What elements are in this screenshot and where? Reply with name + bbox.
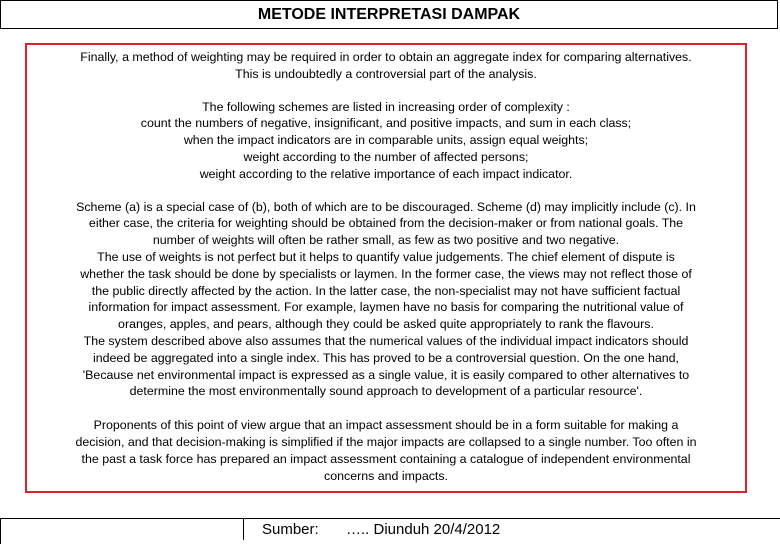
discussion-line: either case, the criteria for weighting should be obtained from the decision-maker or from national goals. The xyxy=(88,216,684,231)
schemes-line: when the impact indicators are in comparable units, assign equal weights; xyxy=(183,133,589,148)
discussion-line: 'Because net environmental impact is expressed as a single value, it is easily compared to other alternatives to xyxy=(82,367,690,382)
proponents-line: Proponents of this point of view argue that an impact assessment should be in a form suitable for making a xyxy=(93,418,679,433)
discussion-line: The system described above also assumes that the numerical values of the individual impact indicators should xyxy=(83,333,689,348)
source-label: Sumber: xyxy=(262,521,319,538)
discussion-line: information for impact assessment. For example, laymen have no basis for comparing the nutritional value of xyxy=(88,300,684,315)
intro-line: This is undoubtedly a controversial part of the analysis. xyxy=(235,66,537,81)
paragraph-spacer xyxy=(35,400,737,417)
discussion-line: number of weights will often be rather small, as few as two positive and two negative. xyxy=(152,233,620,248)
discussion-line: the public directly affected by the action. In the latter case, the non-specialist may not have sufficient factual xyxy=(91,283,681,298)
schemes-line: weight according to the relative importance of each impact indicator. xyxy=(199,166,573,181)
discussion-line: The use of weights is not perfect but it helps to quantify value judgements. The chief element of dispute is xyxy=(97,249,675,264)
paragraph-spacer xyxy=(35,183,737,199)
paragraph-spacer xyxy=(35,83,737,99)
intro-line: Finally, a method of weighting may be required in order to obtain an aggregate index for comparing alternatives. xyxy=(80,50,692,64)
page-title-text: METODE INTERPRETASI DAMPAK xyxy=(257,5,521,23)
discussion-line: oranges, apples, and pears, although they could be asked quite appropriately to rank the flavours. xyxy=(118,317,654,332)
page-title xyxy=(0,0,778,29)
schemes-line: count the numbers of negative, insignificant, and positive impacts, and sum in each class; xyxy=(140,116,632,131)
discussion-line: determine the most environmentally sound approach to development of a particular resource'. xyxy=(129,384,643,399)
schemes-line: The following schemes are listed in increasing order of complexity : xyxy=(202,99,570,114)
proponents-line: decision, and that decision-making is simplified if the major impacts are collapsed to a single number. Too often in xyxy=(75,434,697,449)
schemes-line: weight according to the number of affected persons; xyxy=(243,149,529,164)
footer-divider xyxy=(243,518,244,540)
proponents-line: the past a task force has prepared an impact assessment containing a catalogue of independent environmental xyxy=(81,451,691,466)
discussion-line: Scheme (a) is a special case of (b), both of which are to be discouraged. Scheme (d) may implicitly include (c). In xyxy=(76,199,696,214)
proponents-line: concerns and impacts. xyxy=(324,468,448,483)
discussion-line: indeed be aggregated into a single index. This has proved to be a controversial question. On the one hand, xyxy=(93,350,679,365)
source-value: ….. Diunduh 20/4/2012 xyxy=(346,521,501,538)
content-box xyxy=(25,43,747,493)
discussion-line: whether the task should be done by specialists or laymen. In the former case, the views may not reflect those of xyxy=(80,266,692,281)
